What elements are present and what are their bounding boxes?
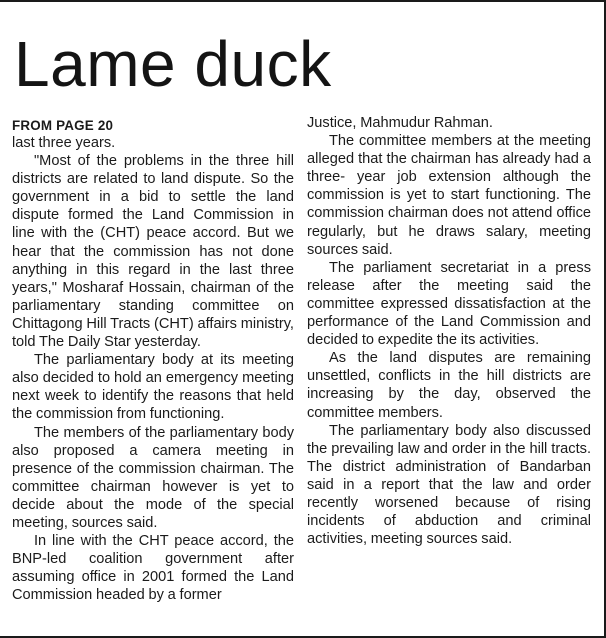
paragraph: "Most of the problems in the three hill districts are related to land dispute. So the government in a bid to settle the land dispute formed the Land Commission in line with the (CHT) peace accord. But we hear that the commission has not done anything in this regard in the last three years," Mosharaf Hossain, chairman of the parliamentary standing committee on Chittagong Hill Tracts (CHT) affairs ministry, told The Daily Star yesterday.	[12, 153, 294, 351]
article-column-right	[307, 114, 591, 548]
paragraph: Justice, Mahmudur Rahman.	[307, 115, 493, 131]
paragraph: The parliament secretariat in a press release after the meeting said the committee expressed dissatisfaction at the performance of the Land Commission and decided to expedite the its activities.	[307, 259, 591, 349]
paragraph: last three years.	[12, 135, 116, 151]
paragraph: In line with the CHT peace accord, the BNP-led coalition government after assuming office in 2001 formed the Land Commission headed by a former	[12, 533, 294, 604]
paragraph: The committee members at the meeting alleged that the chairman has already had a three- year job extension although the commission is yet to start functioning. The commission chairman does not attend office regularly, but he draws salary, meeting sources said.	[307, 133, 591, 258]
paragraph: The parliamentary body also discussed the prevailing law and order in the hill tracts. The district administration of Bandarban said in a report that the law and order recently worsened because of rising incidents of abduction and criminal activities, meeting sources said.	[307, 422, 591, 548]
article-column-left	[12, 114, 294, 604]
headline: Lame duck	[14, 28, 332, 100]
paragraph: As the land disputes are remaining unsettled, conflicts in the hill districts are increasing by the day, observed the committee members.	[307, 350, 591, 421]
paragraph: The parliamentary body at its meeting also decided to hold an emergency meeting next week to identify the reasons that held the commission from functioning.	[12, 352, 294, 423]
paragraph: The members of the parliamentary body also proposed a camera meeting in presence of the commission chairman. The committee chairman however is yet to decide about the mode of the special meeting, sources said.	[12, 424, 294, 531]
continuation-kicker: FROM PAGE 20	[12, 118, 114, 133]
